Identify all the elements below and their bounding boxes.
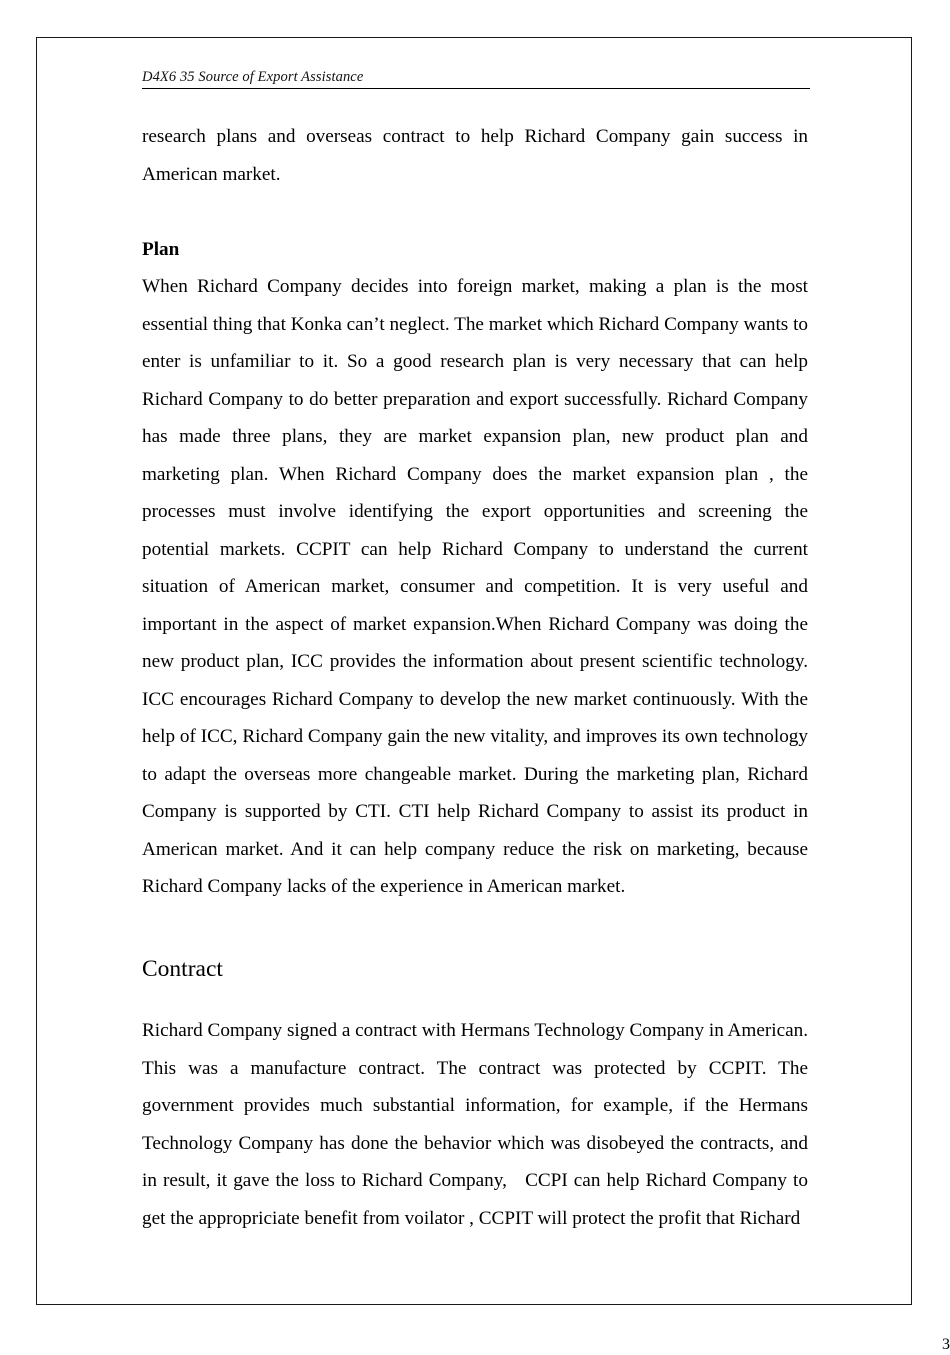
spacer-before-contract <box>142 906 808 951</box>
header-rule <box>142 88 810 89</box>
spacer-after-intro <box>142 193 808 231</box>
page-number: 3 <box>942 1336 950 1353</box>
paragraph-contract: Richard Company signed a contract with Hermans Technology Company in American. This was a manufacture contract. The contract was protected by CCPIT. The government provides much substantial information, for example, if the Hermans Technology Company has done the behavior which was disobeyed the contracts, and in result, it gave the loss to Richard Company, CCPI can help Richard Company to get the appropriciate benefit from voilator , CCPIT will protect the profit that Richard <box>142 1020 808 1229</box>
paragraph-plan: When Richard Company decides into foreign market, making a plan is the most essential thing that Konka can’t neglect. The market which Richard Company wants to enter is unfamiliar to it. So a good research plan is very necessary that can help Richard Company to do better preparation and export successfully. Richard Company has made three plans, they are market expansion plan, new product plan and marketing plan. When Richard Company does the market expansion plan , the processes must involve identifying the export opportunities and screening the potential markets. CCPIT can help Richard Company to understand the current situation of American market, consumer and competition. It is very useful and important in the aspect of market expansion.When Richard Company was doing the new product plan, ICC provides the information about present scientific technology. ICC encourages Richard Company to develop the new market continuously. With the help of ICC, Richard Company gain the new vitality, and improves its own technology to adapt the overseas more changeable market. During the marketing plan, Richard Company is supported by CTI. CTI help Richard Company to assist its product in American market. And it can help company reduce the risk on marketing, because Richard Company lacks of the experience in American market. <box>142 276 808 897</box>
running-header-text: D4X6 35 Source of Export Assistance <box>142 69 364 85</box>
document-body <box>142 118 950 1353</box>
heading-contract: Contract <box>142 955 223 982</box>
running-header <box>142 68 810 89</box>
paragraph-intro: research plans and overseas contract to help Richard Company gain success in American market. <box>142 126 808 185</box>
heading-plan: Plan <box>142 238 180 260</box>
spacer-after-contract-heading <box>142 988 808 1012</box>
